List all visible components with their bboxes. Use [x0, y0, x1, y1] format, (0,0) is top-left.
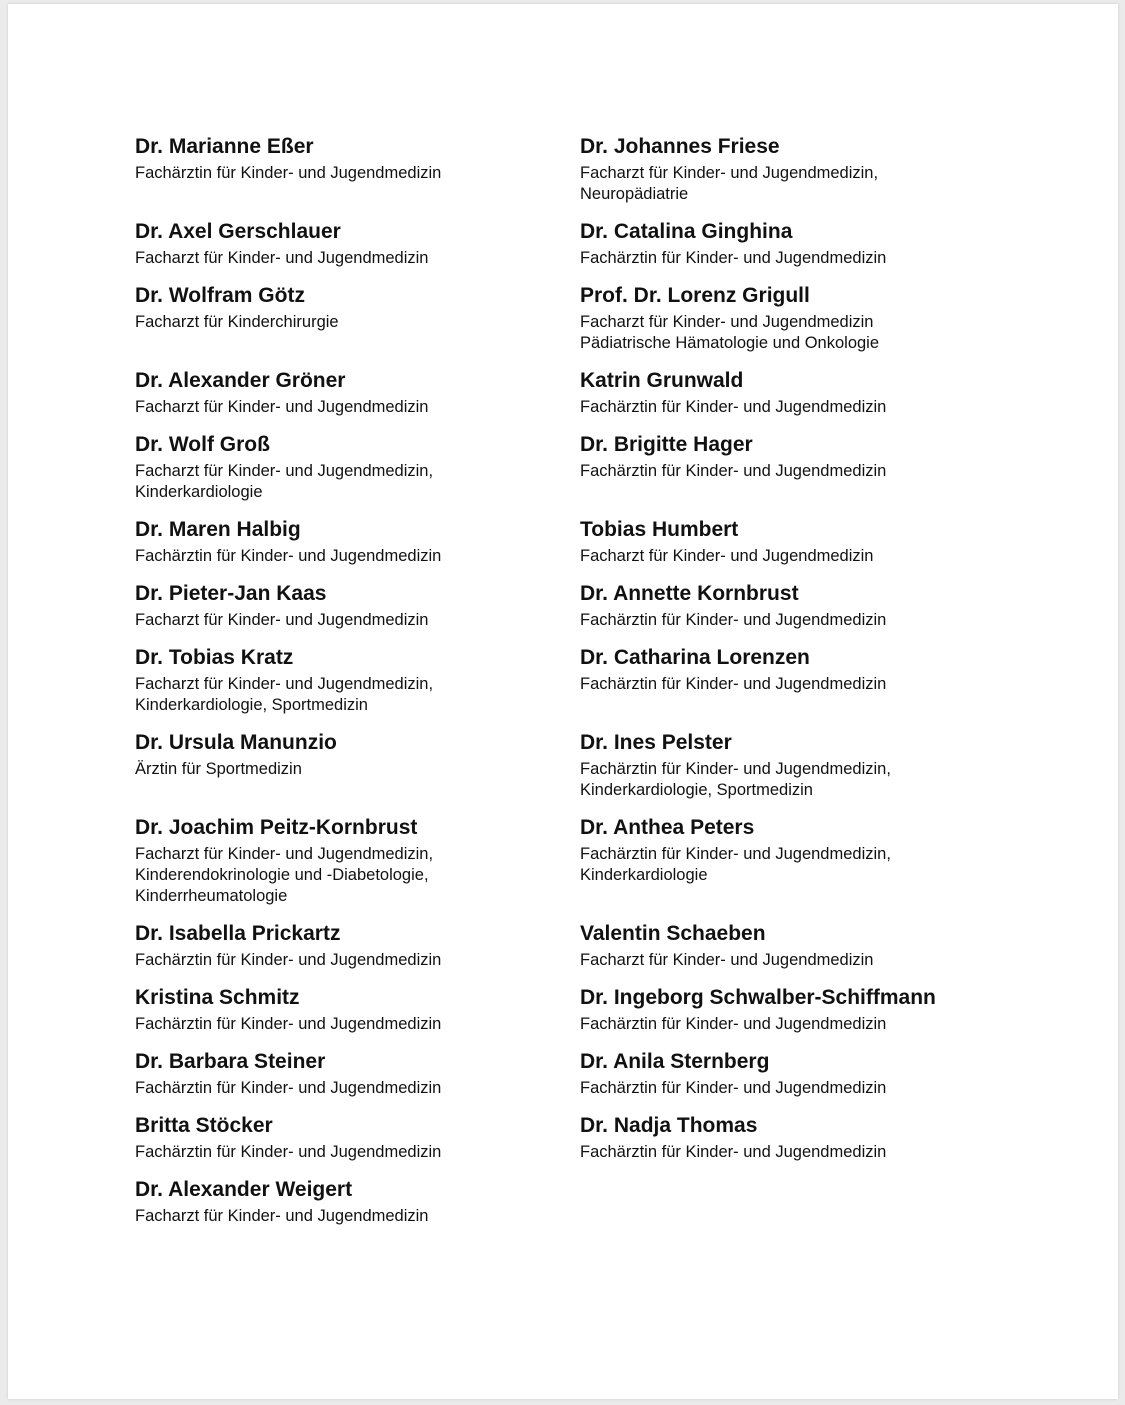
- staff-entry: [580, 432, 886, 482]
- staff-entry: [580, 1113, 886, 1163]
- document-page: [8, 4, 1118, 1399]
- qualification-line: Fachärztin für Kinder- und Jugendmedizin: [580, 611, 887, 629]
- qualification-line: Pädiatrische Hämatologie und Onkologie: [580, 334, 880, 352]
- staff-name: Dr. Johannes Friese: [580, 135, 780, 158]
- staff-entry: [580, 1049, 886, 1099]
- qualification-line: Kinderkardiologie: [135, 483, 263, 501]
- staff-name: Dr. Annette Kornbrust: [580, 582, 799, 605]
- staff-qualification: [580, 844, 891, 886]
- staff-name: Dr. Marianne Eßer: [135, 135, 314, 158]
- staff-entry: [580, 921, 874, 971]
- qualification-line: Kinderkardiologie, Sportmedizin: [135, 696, 368, 714]
- staff-name: Dr. Wolfram Götz: [135, 284, 305, 307]
- staff-qualification: [580, 248, 886, 269]
- qualification-line: Fachärztin für Kinder- und Jugendmedizin: [580, 675, 887, 693]
- qualification-line: Fachärztin für Kinder- und Jugendmedizin: [580, 398, 887, 416]
- qualification-line: Fachärztin für Kinder- und Jugendmedizin,: [580, 845, 891, 863]
- staff-entry: [580, 368, 886, 418]
- staff-qualification: [580, 950, 874, 971]
- staff-name: Tobias Humbert: [580, 518, 739, 541]
- qualification-line: Facharzt für Kinder- und Jugendmedizin: [135, 1207, 429, 1225]
- staff-qualification: [580, 163, 878, 205]
- staff-name: Dr. Catalina Ginghina: [580, 220, 793, 243]
- staff-name: Dr. Catharina Lorenzen: [580, 646, 810, 669]
- staff-name: Katrin Grunwald: [580, 369, 744, 392]
- staff-name: Prof. Dr. Lorenz Grigull: [580, 284, 810, 307]
- qualification-line: Facharzt für Kinder- und Jugendmedizin,: [135, 845, 434, 863]
- staff-name: Dr. Alexander Gröner: [135, 369, 346, 392]
- staff-name: Valentin Schaeben: [580, 922, 766, 945]
- qualification-line: Facharzt für Kinder- und Jugendmedizin,: [135, 462, 434, 480]
- staff-qualification: [580, 461, 886, 482]
- qualification-line: Kinderrheumatologie: [135, 887, 288, 905]
- qualification-line: Fachärztin für Kinder- und Jugendmedizin: [135, 1143, 442, 1161]
- staff-entry: [580, 645, 886, 695]
- staff-name: Dr. Brigitte Hager: [580, 433, 753, 456]
- staff-qualification: [580, 312, 879, 354]
- qualification-line: Facharzt für Kinder- und Jugendmedizin,: [580, 164, 879, 182]
- staff-qualification: [580, 546, 874, 567]
- staff-name: Dr. Ingeborg Schwalber-Schiffmann: [580, 986, 936, 1009]
- staff-qualification: [580, 1014, 936, 1035]
- staff-name: Dr. Ursula Manunzio: [135, 731, 337, 754]
- qualification-line: Neuropädiatrie: [580, 185, 689, 203]
- staff-entry: [580, 581, 886, 631]
- staff-entry: [580, 517, 874, 567]
- qualification-line: Kinderendokrinologie und -Diabetologie,: [135, 866, 429, 884]
- qualification-line: Fachärztin für Kinder- und Jugendmedizin: [135, 164, 442, 182]
- staff-name: Dr. Tobias Kratz: [135, 646, 294, 669]
- staff-qualification: [580, 674, 886, 695]
- qualification-line: Fachärztin für Kinder- und Jugendmedizin: [580, 1015, 887, 1033]
- staff-name: Dr. Pieter-Jan Kaas: [135, 582, 327, 605]
- qualification-line: Fachärztin für Kinder- und Jugendmedizin: [580, 462, 887, 480]
- staff-qualification: [580, 1078, 886, 1099]
- staff-name: Dr. Joachim Peitz-Kornbrust: [135, 816, 418, 839]
- qualification-line: Facharzt für Kinder- und Jugendmedizin: [135, 398, 429, 416]
- staff-name: Dr. Wolf Groß: [135, 433, 270, 456]
- staff-name: Dr. Nadja Thomas: [580, 1114, 758, 1137]
- staff-name: Kristina Schmitz: [135, 986, 300, 1009]
- qualification-line: Fachärztin für Kinder- und Jugendmedizin: [135, 1079, 442, 1097]
- staff-name: Dr. Alexander Weigert: [135, 1178, 353, 1201]
- qualification-line: Fachärztin für Kinder- und Jugendmedizin: [580, 1079, 887, 1097]
- qualification-line: Facharzt für Kinder- und Jugendmedizin: [580, 313, 874, 331]
- staff-qualification: [580, 759, 891, 801]
- qualification-line: Facharzt für Kinder- und Jugendmedizin: [580, 951, 874, 969]
- staff-entry: [580, 283, 879, 354]
- staff-name: Dr. Maren Halbig: [135, 518, 301, 541]
- qualification-line: Fachärztin für Kinder- und Jugendmedizin: [135, 1015, 442, 1033]
- staff-qualification: [580, 1142, 886, 1163]
- right-column: [8, 4, 1118, 1399]
- staff-entry: [580, 815, 891, 886]
- staff-entry: [580, 985, 936, 1035]
- staff-name: Dr. Ines Pelster: [580, 731, 732, 754]
- qualification-line: Fachärztin für Kinder- und Jugendmedizin: [135, 547, 442, 565]
- qualification-line: Facharzt für Kinderchirurgie: [135, 313, 339, 331]
- qualification-line: Fachärztin für Kinder- und Jugendmedizin: [135, 951, 442, 969]
- staff-name: Dr. Barbara Steiner: [135, 1050, 326, 1073]
- staff-entry: [580, 134, 878, 205]
- staff-name: Dr. Anthea Peters: [580, 816, 755, 839]
- qualification-line: Facharzt für Kinder- und Jugendmedizin,: [135, 675, 434, 693]
- staff-entry: [580, 730, 891, 801]
- qualification-line: Kinderkardiologie, Sportmedizin: [580, 781, 813, 799]
- staff-name: Dr. Axel Gerschlauer: [135, 220, 341, 243]
- qualification-line: Ärztin für Sportmedizin: [135, 760, 302, 778]
- staff-qualification: [580, 610, 886, 631]
- staff-name: Dr. Isabella Prickartz: [135, 922, 341, 945]
- staff-entry: [580, 219, 886, 269]
- qualification-line: Facharzt für Kinder- und Jugendmedizin: [135, 249, 429, 267]
- staff-name: Britta Stöcker: [135, 1114, 273, 1137]
- qualification-line: Fachärztin für Kinder- und Jugendmedizin: [580, 1143, 887, 1161]
- qualification-line: Facharzt für Kinder- und Jugendmedizin: [580, 547, 874, 565]
- qualification-line: Kinderkardiologie: [580, 866, 708, 884]
- qualification-line: Fachärztin für Kinder- und Jugendmedizin: [580, 249, 887, 267]
- staff-name: Dr. Anila Sternberg: [580, 1050, 770, 1073]
- qualification-line: Fachärztin für Kinder- und Jugendmedizin,: [580, 760, 891, 778]
- staff-qualification: [580, 397, 886, 418]
- qualification-line: Facharzt für Kinder- und Jugendmedizin: [135, 611, 429, 629]
